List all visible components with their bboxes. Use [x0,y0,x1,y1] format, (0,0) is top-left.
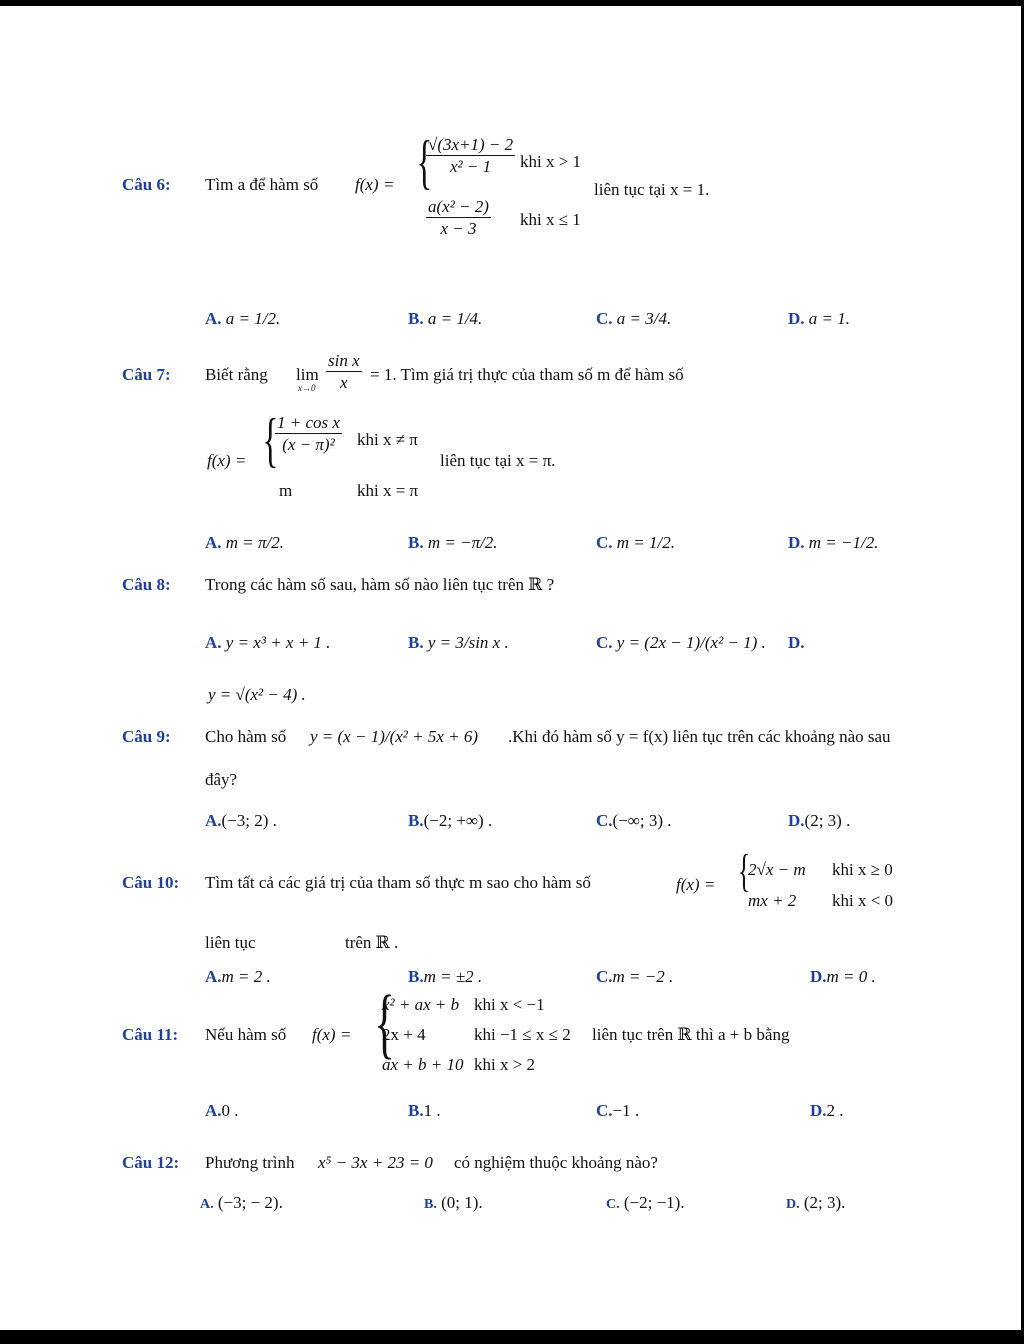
q10-option-d: D.m = 0 . [810,967,876,986]
q6-case1 [424,136,517,175]
q7-option-d: D. m = −1/2. [788,533,879,552]
q11-case1: x² + ax + b [382,995,460,1014]
q8-label: Câu 8: [122,575,171,594]
q11-case3: ax + b + 10 [382,1055,464,1074]
q11-brace: { [374,979,396,1066]
q7-option-b: B. m = −π/2. [408,533,498,552]
q7-label: Câu 7: [122,365,171,384]
q10-prompt: Tìm tất cả các giá trị của tham số thực m sao cho hàm số [205,873,591,892]
q9-label: Câu 9: [122,727,171,746]
q10-option-a: A.m = 2 . [205,967,271,986]
q10-label: Câu 10: [122,873,180,892]
q11-fname: f(x) = [312,1025,352,1044]
q11-option-c: C.−1 . [596,1101,640,1120]
q11-option-b: B.1 . [408,1101,441,1120]
q6-case2 [424,198,493,237]
q10-option-b: B.m = ±2 . [408,967,483,986]
q6-option-c: C. a = 3/4. [596,309,672,328]
q7-limit-sub: x→0 [298,383,316,393]
q9-option-b: B.(−2; +∞) . [408,811,493,830]
q10-line2-a: liên tục [205,933,256,952]
q7-tail: liên tục tại x = π. [440,451,556,470]
q10-option-c: C.m = −2 . [596,967,674,986]
q6-option-d: D. a = 1. [788,309,851,328]
q10-line2-b: trên ℝ . [345,933,399,952]
q7-brace: { [262,407,279,473]
q7-case2-cond: khi x = π [357,481,419,500]
q11-prompt: Nếu hàm số [205,1025,287,1044]
q7-fname: f(x) = [207,451,247,470]
q12-option-d: D. (2; 3). [786,1193,846,1212]
q8-option-a: A. y = x³ + x + 1 . [205,633,331,652]
q8-prompt: Trong các hàm số sau, hàm số nào liên tục trên ℝ ? [205,575,555,594]
q6-case1-cond: khi x > 1 [520,152,582,171]
q6-tail: liên tục tại x = 1. [594,180,710,199]
q11-case2: 2x + 4 [382,1025,426,1044]
q8-option-b: B. y = 3/sin x . [408,633,509,652]
q10-case2: mx + 2 [748,891,797,910]
q6-case2-num: a(x² − 2) [428,197,489,216]
q12-option-c: C. (−2; −1). [606,1193,685,1212]
q6-case2-den: x − 3 [440,219,477,238]
q12-equation: x⁵ − 3x + 23 = 0 [318,1153,433,1172]
q7-case2-val: m [279,481,293,500]
q11-case1-cond: khi x < −1 [474,995,545,1014]
q7-option-a: A. m = π/2. [205,533,285,552]
q10-brace: { [737,845,751,896]
q11-option-d: D.2 . [810,1101,844,1120]
q8-option-c: C. y = (2x − 1)/(x² − 1) . [596,633,766,652]
q6-prompt: Tìm a để hàm số [205,175,319,194]
q12-prompt-a: Phương trình [205,1153,295,1172]
q11-tail: liên tục trên ℝ thì a + b bằng [592,1025,790,1044]
q6-case1-den: x² − 1 [450,157,492,176]
q6-label: Câu 6: [122,175,171,194]
q7-case1: $\frac{\text{1 + cos x}}{\text{(x − π)²}}$ [277,413,340,454]
document-page [0,6,1021,1330]
q9-option-c: C.(−∞; 3) . [596,811,672,830]
q12-prompt-b: có nghiệm thuộc khoảng nào? [454,1153,658,1172]
q7-option-c: C. m = 1/2. [596,533,676,552]
q9-prompt-b: .Khi đó hàm số y = f(x) liên tục trên các khoảng nào sau [508,727,891,746]
q9-option-a: A.(−3; 2) . [205,811,277,830]
q9-option-d: D.(2; 3) . [788,811,851,830]
q6-option-a: A. a = 1/2. [205,309,281,328]
q11-case3-cond: khi x > 2 [474,1055,536,1074]
q12-label: Câu 12: [122,1153,180,1172]
q7-limit-frac: $\frac{\text{sin x}}{x}$ [328,351,360,392]
q9-prompt-a: Cho hàm số [205,727,287,746]
q11-case2-cond: khi −1 ≤ x ≤ 2 [474,1025,571,1044]
q9-prompt-c: đây? [205,770,238,789]
q12-option-a: A. (−3; − 2). [200,1193,283,1212]
q6-option-b: B. a = 1/4. [408,309,483,328]
q10-case2-cond: khi x < 0 [832,891,894,910]
q7-limit: lim [296,365,319,384]
q10-case1: 2√x − m [748,860,806,879]
q6-case1-num: √(3x+1) − 2 [428,135,514,154]
q6-fname: f(x) = [355,175,395,194]
q11-option-a: A.0 . [205,1101,239,1120]
q10-case1-cond: khi x ≥ 0 [832,860,893,879]
q7-case1-cond: khi x ≠ π [357,430,418,449]
q8-option-d: D. [788,633,805,652]
q7-prompt-b: = 1. Tìm giá trị thực của tham số m để hàm số [370,365,684,384]
bottom-black-bar [0,1330,1024,1344]
q6-brace: { [416,129,433,195]
q8-option-d-formula: y = √(x² − 4) . [208,685,306,704]
q6-case2-cond: khi x ≤ 1 [520,210,581,229]
q12-option-b: B. (0; 1). [424,1193,483,1212]
q11-label: Câu 11: [122,1025,179,1044]
q9-func: y = (x − 1)/(x² + 5x + 6) [310,727,479,746]
q7-prompt-a: Biết rằng [205,365,268,384]
q10-fname: f(x) = [676,875,716,894]
